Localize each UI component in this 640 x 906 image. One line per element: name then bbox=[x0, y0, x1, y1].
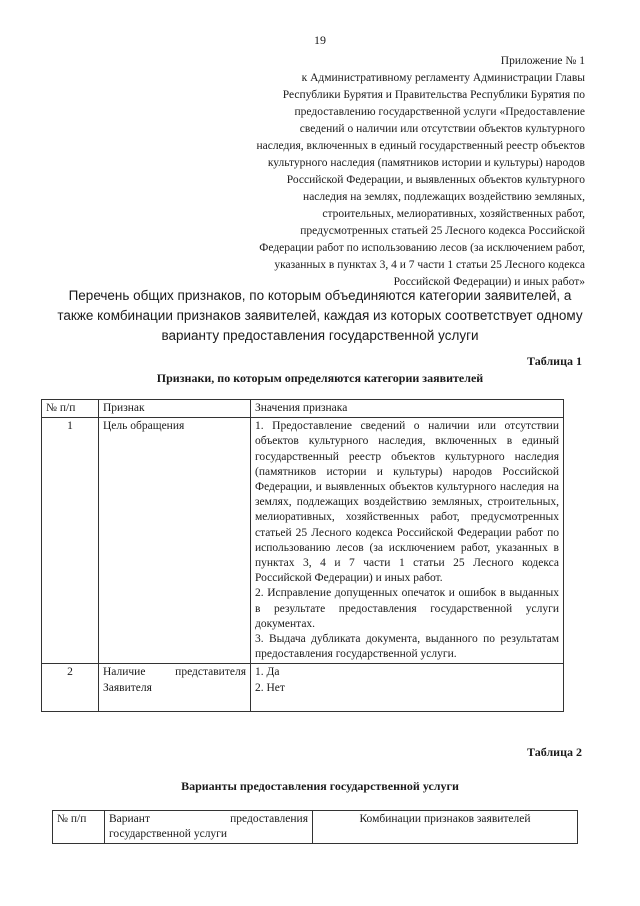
row-number: 1 bbox=[42, 418, 99, 664]
table2-caption: Варианты предоставления государственной услуги bbox=[181, 779, 459, 793]
header-cell: № п/п bbox=[42, 400, 99, 418]
appendix-line: указанных в пунктах 3, 4 и 7 части 1 статьи 25 Лесного кодекса bbox=[274, 259, 585, 271]
appendix-line: Республики Бурятия и Правительства Республики Бурятия по bbox=[282, 89, 585, 101]
heading-line: варианту предоставления государственной услуги bbox=[161, 328, 479, 343]
value-item: 2. Нет bbox=[255, 681, 285, 694]
appendix-block bbox=[165, 53, 585, 291]
appendix-line: Российской Федерации) и иных работ» bbox=[393, 276, 585, 288]
header-cell: Вариант предоставления государственной услуги bbox=[105, 811, 313, 844]
table-row bbox=[42, 664, 564, 712]
header-cell: Признак bbox=[99, 400, 251, 418]
appendix-line: наследия, включенных в единый государственный реестр объектов bbox=[256, 140, 585, 152]
value-item: 1. Да bbox=[255, 666, 280, 679]
appendix-line: сведений о наличии или отсутствии объектов культурного bbox=[299, 123, 585, 135]
table-header-row bbox=[53, 811, 578, 844]
page-number: 19 bbox=[314, 33, 326, 47]
appendix-line: строительных, мелиоративных, хозяйственных работ, bbox=[322, 208, 585, 220]
header-cell: № п/п bbox=[53, 811, 105, 844]
row-number: 2 bbox=[42, 664, 99, 712]
document-heading bbox=[40, 286, 600, 346]
appendix-line: предусмотренных статьей 25 Лесного кодекса Российской bbox=[300, 225, 585, 237]
table1 bbox=[41, 399, 564, 712]
appendix-line: предоставлению государственной услуги «Предоставление bbox=[294, 106, 585, 118]
appendix-line: Российской Федерации, и выявленных объектов культурного bbox=[286, 174, 585, 186]
value-item: 2. Исправление допущенных опечаток и ошибок в выданных в результате предоставления государственной услуги документах. bbox=[255, 587, 559, 630]
table1-caption: Признаки, по которым определяются категории заявителей bbox=[156, 371, 484, 385]
values-cell bbox=[251, 418, 564, 664]
heading-line: Перечень общих признаков, по которым объединяются категории заявителей, а bbox=[68, 288, 572, 303]
feature-cell: Цель обращения bbox=[99, 418, 251, 664]
appendix-line: наследия на землях, подлежащих воздействию земляных, bbox=[303, 191, 585, 203]
feature-cell: Наличие представителя Заявителя bbox=[99, 664, 251, 712]
appendix-line: к Административному регламенту Администрации Главы bbox=[301, 72, 585, 84]
table-row bbox=[42, 418, 564, 664]
appendix-line: Приложение № 1 bbox=[500, 55, 585, 67]
table2 bbox=[52, 810, 578, 844]
value-item: 3. Выдача дубликата документа, выданного по результатам предоставления государственной услуги. bbox=[255, 633, 559, 661]
values-cell bbox=[251, 664, 564, 712]
table-header-row bbox=[42, 400, 564, 418]
value-item: 1. Предоставление сведений о наличии или отсутствии объектов культурного наследия, включенных в единый государственный реестр объектов культурного наследия (памятников истории и культуры) народов Российской Федерации, и выявленных объектов культурного наследия на землях, подлежащих воздействию земляных, строительных, мелиоративных, хозяйственных работ, предусмотренных статьей 25 Лесного кодекса Российской Федерации работ по использованию лесов (за исключением работ, указанных в пунктах 3, 4 и 7 части 1 статьи 25 Лесного кодекса Российской Федерации) и иных работ. bbox=[255, 420, 559, 585]
appendix-line: культурного наследия (памятников истории и культуры) народов bbox=[267, 157, 585, 169]
table1-label: Таблица 1 bbox=[527, 354, 582, 368]
table2-label: Таблица 2 bbox=[527, 745, 582, 759]
header-cell: Значения признака bbox=[251, 400, 564, 418]
header-cell: Комбинации признаков заявителей bbox=[313, 811, 578, 844]
heading-line: также комбинации признаков заявителей, каждая из которых соответствует одному bbox=[57, 308, 583, 323]
appendix-line: Федерации работ по использованию лесов (за исключением работ, bbox=[259, 242, 585, 254]
